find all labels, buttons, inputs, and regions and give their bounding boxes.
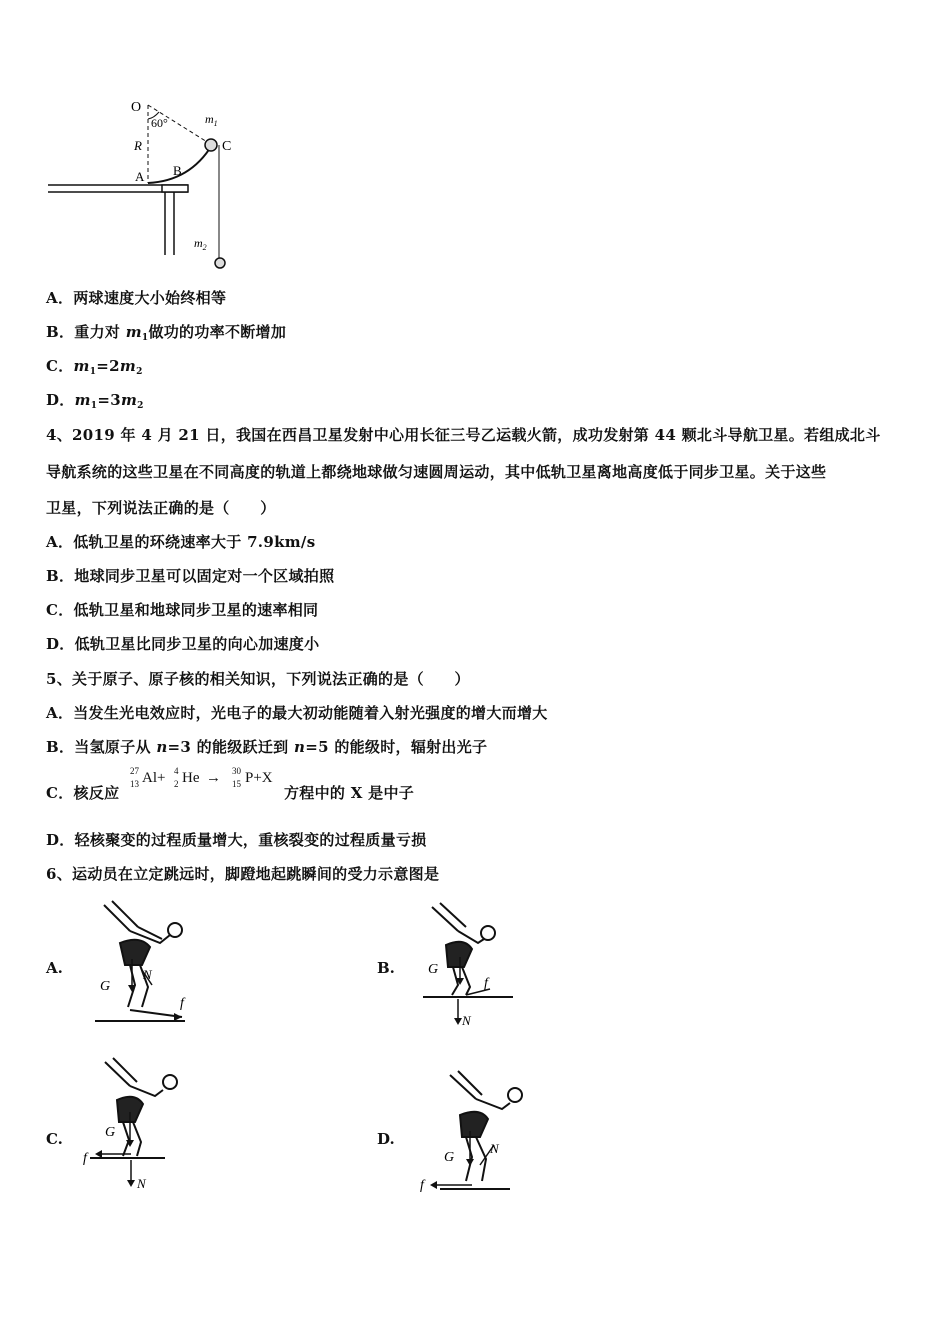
q4-option-c: C．低轨卫星和地球同步卫星的速率相同 [46,601,319,619]
svg-text:G: G [428,962,439,977]
jumper-figure-d [410,1065,540,1200]
svg-text:f: f [180,996,184,1011]
q4-stem-line3: 卫星，下列说法正确的是（ ） [46,499,276,517]
top-figure [40,95,250,275]
label-m1: $m_1$ [205,112,218,128]
q6-option-d-label: D. [377,1130,395,1148]
q5-option-b: B．当氢原子从 n=3 的能级跃迁到 n=5 的能级时，辐射出光子 [46,738,488,756]
q5-stem: 5、关于原子、原子核的相关知识，下列说法正确的是（ ） [46,670,470,688]
nuclear-equation: 27 13 Al+ 4 2 He → 30 15 P+X [130,766,273,789]
label-m2: $m_2$ [194,236,207,252]
q4-option-d: D．低轨卫星比同步卫星的向心加速度小 [46,635,320,653]
jumper-figure-a [90,895,200,1030]
q4-option-b: B．地球同步卫星可以固定对一个区域拍照 [46,567,335,585]
label-R: R [134,138,142,153]
q5-option-a: A．当发生光电效应时，光电子的最大初动能随着入射光强度的增大而增大 [46,704,548,722]
label-A: A [135,169,145,184]
svg-text:G: G [105,1125,116,1140]
q3-option-a: A．两球速度大小始终相等 [46,289,227,307]
svg-text:G: G [444,1150,455,1165]
q6-stem: 6、运动员在立定跳远时，脚蹬地起跳瞬间的受力示意图是 [46,865,440,883]
label-B: B [173,163,182,178]
jumper-figure-c [75,1050,205,1200]
q6-option-c-label: C. [46,1130,63,1148]
svg-text:N: N [137,1176,146,1191]
q3-option-b: B．重力对 $m_1$做功的功率不断增加 [46,323,287,343]
svg-text:N: N [143,967,152,982]
label-C: C [222,139,232,154]
svg-text:N: N [490,1141,499,1156]
q6-option-b-label: B. [377,959,395,977]
q5-option-c-label: C．核反应 [46,784,120,802]
svg-text:N: N [462,1013,471,1028]
q5-option-d: D．轻核聚变的过程质量增大，重核裂变的过程质量亏损 [46,831,427,849]
q4-stem-line2: 导航系统的这些卫星在不同高度的轨道上都绕地球做匀速圆周运动，其中低轨卫星离地高度低于同步卫星。关于这些 [46,463,827,481]
q4-option-a: A．低轨卫星的环绕速率大于 7.9km/s [46,533,316,551]
label-angle: 60° [151,116,168,130]
jumper-figure-b [418,895,528,1035]
svg-text:f: f [83,1151,87,1166]
ball-m1 [205,139,217,151]
ball-m2 [215,258,225,268]
svg-text:G: G [100,979,111,994]
svg-text:f: f [484,976,488,991]
q6-option-a-label: A. [46,959,63,977]
svg-text:f: f [420,1178,424,1193]
label-O: O [131,100,142,115]
q4-stem-line1: 4、2019 年 4 月 21 日，我国在西昌卫星发射中心用长征三号乙运载火箭，成功发射第 44 颗北斗导航卫星。若组成北斗 [46,426,881,444]
q3-option-d: D．$m_1=3m_2$ [46,391,144,411]
q3-option-c: C．$m_1=2m_2$ [46,357,143,377]
q5-option-c-text: 方程中的 X 是中子 [284,784,415,802]
